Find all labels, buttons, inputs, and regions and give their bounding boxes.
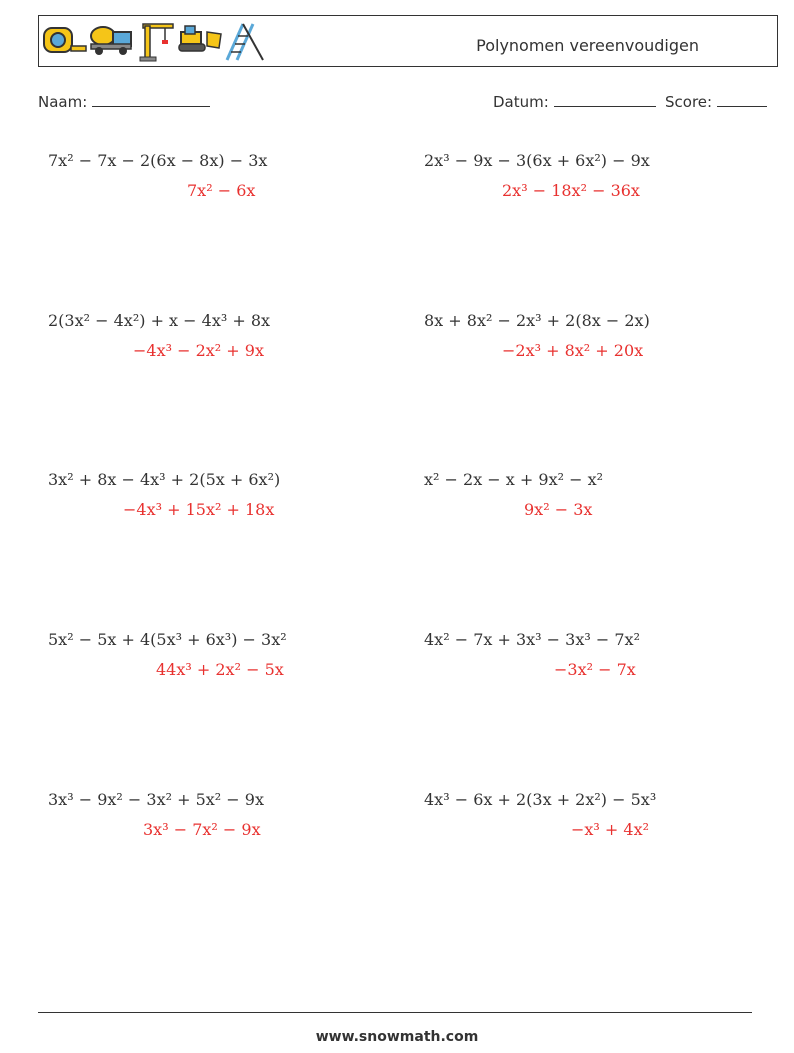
footer-divider bbox=[38, 1012, 752, 1013]
answer: 9x² − 3x bbox=[524, 500, 593, 519]
answer: 7x² − 6x bbox=[187, 181, 256, 200]
question: 7x² − 7x − 2(6x − 8x) − 3x bbox=[48, 151, 268, 170]
question: 8x + 8x² − 2x³ + 2(8x − 2x) bbox=[424, 311, 650, 330]
problem-10 bbox=[424, 790, 764, 839]
answer: −4x³ + 15x² + 18x bbox=[123, 500, 275, 519]
question: 2(3x² − 4x²) + x − 4x³ + 8x bbox=[48, 311, 271, 330]
answer: −4x³ − 2x² + 9x bbox=[133, 341, 264, 360]
problem-4 bbox=[424, 311, 764, 360]
question: x² − 2x − x + 9x² − x² bbox=[424, 470, 604, 489]
answer: −3x² − 7x bbox=[554, 660, 636, 679]
question: 3x³ − 9x² − 3x² + 5x² − 9x bbox=[48, 790, 264, 809]
answer: −2x³ + 8x² + 20x bbox=[502, 341, 644, 360]
date-field bbox=[493, 93, 656, 111]
ladder-icon bbox=[223, 22, 267, 62]
name-line[interactable] bbox=[92, 94, 210, 107]
question: 2x³ − 9x − 3(6x + 6x²) − 9x bbox=[424, 151, 650, 170]
answer: 3x³ − 7x² − 9x bbox=[143, 820, 261, 839]
problem-9 bbox=[48, 790, 388, 839]
concrete-mixer-icon bbox=[89, 22, 135, 56]
score-line[interactable] bbox=[717, 94, 767, 107]
problem-8 bbox=[424, 630, 764, 679]
name-label: Naam: bbox=[38, 93, 88, 111]
name-field bbox=[38, 93, 210, 111]
question: 3x² + 8x − 4x³ + 2(5x + 6x²) bbox=[48, 470, 281, 489]
question: 5x² − 5x + 4(5x³ + 6x³) − 3x² bbox=[48, 630, 287, 649]
problem-3 bbox=[48, 311, 388, 360]
score-field bbox=[665, 93, 767, 111]
date-line[interactable] bbox=[554, 94, 656, 107]
problem-2 bbox=[424, 151, 764, 200]
question: 4x³ − 6x + 2(3x + 2x²) − 5x³ bbox=[424, 790, 657, 809]
worksheet-title: Polynomen vereenvoudigen bbox=[476, 36, 699, 55]
answer: −x³ + 4x² bbox=[571, 820, 650, 839]
answer: 2x³ − 18x² − 36x bbox=[502, 181, 640, 200]
problem-7 bbox=[48, 630, 388, 679]
footer-url[interactable]: www.snowmath.com bbox=[315, 1029, 479, 1045]
score-label: Score: bbox=[665, 93, 713, 111]
bulldozer-icon bbox=[177, 22, 223, 56]
question: 4x² − 7x + 3x³ − 3x³ − 7x² bbox=[424, 630, 640, 649]
header-box bbox=[38, 15, 778, 67]
problem-5 bbox=[48, 470, 388, 519]
problem-6 bbox=[424, 470, 764, 519]
problem-1 bbox=[48, 151, 388, 200]
crane-icon bbox=[135, 22, 175, 62]
date-label: Datum: bbox=[493, 93, 549, 111]
answer: 44x³ + 2x² − 5x bbox=[156, 660, 284, 679]
tape-measure-icon bbox=[43, 22, 87, 56]
